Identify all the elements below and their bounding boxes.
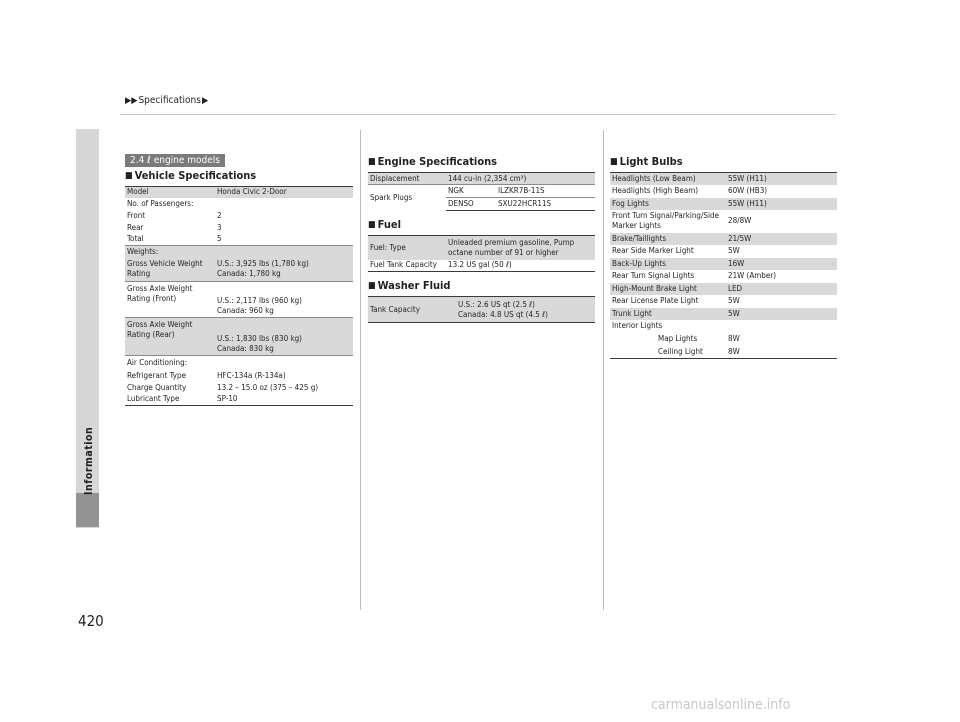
table-cell: Refrigerant Type <box>127 370 186 380</box>
table-cell: U.S.: 3,925 lbs (1,780 kg) Canada: 1,780 kg <box>215 258 353 282</box>
table-cell: 8W <box>728 334 740 343</box>
table-cell: 5 <box>217 234 222 244</box>
table-cell: 16W <box>726 258 837 270</box>
table-row <box>610 308 837 320</box>
column-divider <box>360 130 361 610</box>
breadcrumb-arrows: ▶▶ <box>125 95 138 106</box>
table-cell: Gross Axle Weight Rating (Rear) <box>125 318 215 356</box>
engine-specs-table <box>368 172 595 211</box>
square-bullet-icon: ■ <box>610 156 618 167</box>
table-row <box>610 185 837 198</box>
table-cell: Rear Turn Signal Lights <box>612 271 695 280</box>
light-bulbs-section <box>610 155 837 359</box>
table-cell: 55W (H11) <box>726 198 837 210</box>
fuel-title: Fuel <box>377 218 402 231</box>
table-cell: Back-Up Lights <box>610 258 726 270</box>
table-row <box>610 320 837 333</box>
table-row <box>125 258 353 282</box>
table-cell: NGK <box>446 185 496 198</box>
table-cell: Front <box>127 210 146 220</box>
table-row <box>125 318 353 356</box>
page-number: 420 <box>78 612 104 630</box>
table-cell: 8W <box>726 346 837 359</box>
engine-fuel-section <box>368 155 595 323</box>
table-row <box>368 236 595 260</box>
table-row <box>125 210 353 222</box>
section-title <box>368 218 595 231</box>
table-row <box>368 297 595 323</box>
table-cell <box>215 356 353 370</box>
square-bullet-icon: ■ <box>368 280 376 291</box>
table-row <box>125 370 353 382</box>
table-cell: Map Lights <box>658 334 698 343</box>
table-cell <box>215 246 353 258</box>
column-divider <box>603 130 604 610</box>
table-cell: Total <box>127 234 144 244</box>
table-cell: Front Turn Signal/Parking/Side Marker Lights <box>612 211 719 230</box>
table-cell: Gross Axle Weight Rating (Front) <box>125 282 215 318</box>
fuel-table <box>368 235 595 272</box>
section-title <box>125 169 353 182</box>
table-row <box>610 346 837 359</box>
table-cell: Fuel: Type <box>368 236 446 260</box>
breadcrumb <box>125 95 208 106</box>
table-row <box>125 356 353 370</box>
table-cell: 144 cu-in (2,354 cm³) <box>446 173 595 185</box>
light-bulbs-title: Light Bulbs <box>619 155 683 168</box>
table-cell: 2 <box>217 210 222 220</box>
table-cell: Brake/Taillights <box>610 233 726 245</box>
table-cell: ILZKR7B-11S <box>496 185 595 198</box>
table-row <box>368 260 595 272</box>
table-cell: Headlights (Low Beam) <box>610 173 726 185</box>
table-cell: 60W (HB3) <box>728 186 768 195</box>
watermark: carmanualsonline.info <box>651 697 791 713</box>
section-title <box>368 279 595 292</box>
table-cell: 28/8W <box>728 216 752 225</box>
table-row <box>610 295 837 308</box>
table-row <box>125 382 353 394</box>
section-title <box>368 155 595 168</box>
table-row <box>610 333 837 346</box>
table-row <box>610 210 837 233</box>
table-cell <box>215 198 353 210</box>
engine-specs-title: Engine Specifications <box>377 155 498 168</box>
table-row <box>610 173 837 185</box>
table-row <box>125 282 353 318</box>
table-cell: Rear <box>127 222 144 232</box>
table-cell: Spark Plugs <box>368 185 446 211</box>
table-cell: Fog Lights <box>610 198 726 210</box>
table-cell: Unleaded premium gasoline, Pump octane number of 91 or higher <box>446 236 595 260</box>
square-bullet-icon: ■ <box>125 170 133 181</box>
table-cell: 5W <box>726 308 837 320</box>
table-cell: Lubricant Type <box>125 394 215 406</box>
table-cell: Trunk Light <box>610 308 726 320</box>
table-row <box>368 173 595 185</box>
table-cell: 55W (H11) <box>726 173 837 185</box>
table-cell: Model <box>125 187 215 198</box>
washer-fluid-title: Washer Fluid <box>377 279 451 292</box>
table-cell: Tank Capacity <box>368 297 456 323</box>
table-cell: 21/5W <box>726 233 837 245</box>
table-cell: Honda Civic 2-Door <box>215 187 353 198</box>
table-cell <box>456 297 595 323</box>
light-bulbs-table <box>610 172 837 359</box>
table-cell: Weights: <box>125 246 215 258</box>
table-row <box>125 234 353 246</box>
table-cell: HFC-134a (R-134a) <box>217 370 286 380</box>
table-row <box>125 222 353 234</box>
table-cell: Displacement <box>368 173 446 185</box>
engine-model-tag: 2.4 ℓ engine models <box>125 154 225 167</box>
table-row <box>125 187 353 198</box>
table-cell: Ceiling Light <box>610 346 726 359</box>
table-cell: U.S.: 1,830 lbs (830 kg) Canada: 830 kg <box>215 318 353 356</box>
table-cell: High-Mount Brake Light <box>610 283 726 295</box>
table-cell: 5W <box>728 246 740 255</box>
table-row <box>610 258 837 270</box>
washer-us-value: U.S.: 2.6 US qt (2.5 ℓ) <box>458 299 535 309</box>
table-row <box>610 198 837 210</box>
table-cell: 13.2 US gal (50 ℓ) <box>446 260 595 272</box>
table-row <box>610 283 837 295</box>
table-cell: Gross Vehicle Weight Rating <box>125 258 215 282</box>
table-cell: Rear License Plate Light <box>612 296 699 305</box>
washer-canada-value: Canada: 4.8 US qt (4.5 ℓ) <box>458 309 548 319</box>
square-bullet-icon: ■ <box>368 156 376 167</box>
table-row <box>610 233 837 245</box>
table-cell: No. of Passengers: <box>127 198 194 208</box>
breadcrumb-title[interactable]: Specifications <box>138 95 201 106</box>
table-row <box>610 245 837 258</box>
vehicle-specs-title: Vehicle Specifications <box>134 169 257 182</box>
section-side-tab-label: Information <box>83 426 95 495</box>
table-cell: DENSO <box>446 198 496 211</box>
table-cell: Interior Lights <box>612 321 663 330</box>
table-row <box>125 394 353 406</box>
table-cell: LED <box>726 283 837 295</box>
washer-fluid-table <box>368 296 595 323</box>
table-cell: Air Conditioning: <box>125 356 215 370</box>
square-bullet-icon: ■ <box>368 219 376 230</box>
vehicle-specs-table <box>125 186 353 406</box>
table-cell: Charge Quantity <box>127 382 187 392</box>
table-cell: Rear Side Marker Light <box>612 246 694 255</box>
table-cell: Fuel Tank Capacity <box>368 260 446 272</box>
table-cell: 21W (Amber) <box>728 271 777 280</box>
table-cell: 3 <box>217 222 222 232</box>
header-divider <box>120 114 836 115</box>
table-row <box>610 270 837 283</box>
table-cell: SP-10 <box>215 394 353 406</box>
table-row <box>125 246 353 258</box>
section-title <box>610 155 837 168</box>
table-row <box>368 185 595 198</box>
section-side-tab-marker <box>76 493 99 527</box>
table-cell <box>726 320 837 333</box>
table-cell: Headlights (High Beam) <box>612 186 699 195</box>
breadcrumb-arrow-end: ▶ <box>201 95 209 106</box>
vehicle-specs-section <box>125 154 353 406</box>
table-row <box>125 198 353 210</box>
table-cell: 13.2 – 15.0 oz (375 – 425 g) <box>217 382 319 392</box>
table-cell: U.S.: 2,117 lbs (960 kg) Canada: 960 kg <box>215 282 353 318</box>
table-cell: SXU22HCR11S <box>496 198 595 211</box>
table-cell: 5W <box>728 296 740 305</box>
